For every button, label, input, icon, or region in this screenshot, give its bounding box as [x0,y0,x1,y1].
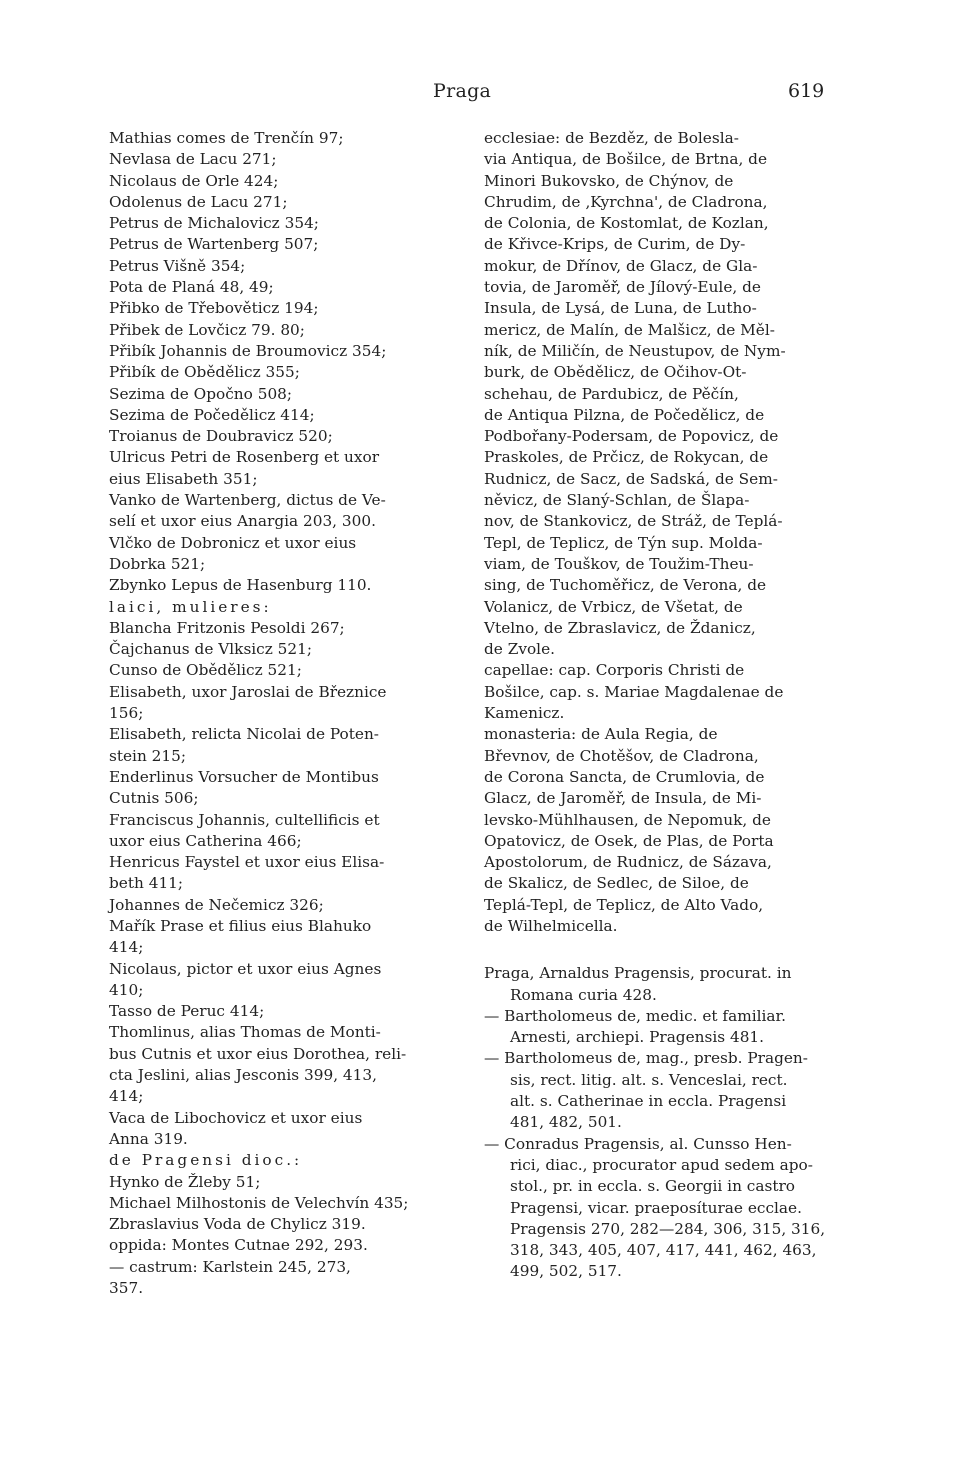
index-line: Anna 319. [109,1129,188,1148]
index-line: de Corona Sancta, de Crumlovia, de [484,767,765,786]
section-heading-pragensi-dioc: de Pragensi dioc.: [109,1151,303,1170]
index-line: sis, rect. litig. alt. s. Venceslai, rect. [510,1070,788,1089]
index-column-left [109,128,454,1299]
index-line: Insula, de Lysá, de Luna, de Lutho- [484,299,757,318]
index-line: Minori Bukovsko, de Chýnov, de [484,171,734,190]
index-line: 414; [109,1087,144,1106]
index-line: 414; [109,938,144,957]
index-line: Praga, Arnaldus Pragensis, procurat. in [484,964,792,983]
entry-spacer [484,937,829,963]
index-line: de Colonia, de Kostomlat, de Kozlan, [484,214,769,233]
index-line: tovia, de Jaroměř, de Jílový-Eule, de [484,278,761,297]
index-line: 318, 343, 405, 407, 417, 441, 462, 463, [510,1241,817,1260]
index-line: Pragensis 270, 282—284, 306, 315, 316, [510,1219,826,1238]
index-line: Troianus de Doubravicz 520; [109,427,333,446]
index-column-right [484,128,829,1283]
index-line: Franciscus Johannis, cultellificis et [109,810,380,829]
index-line: eius Elisabeth 351; [109,469,258,488]
index-line: 156; [109,704,144,723]
index-line: stol., pr. in eccla. s. Georgii in castro [510,1177,795,1196]
index-line: Zbraslavius Voda de Chylicz 319. [109,1215,366,1234]
index-line: uxor eius Catherina 466; [109,831,302,850]
index-line: mokur, de Dřínov, de Glacz, de Gla- [484,256,758,275]
index-line: — Conradus Pragensis, al. Cunsso Hen- [484,1134,792,1153]
running-head: Praga [433,80,492,102]
index-line: de Skalicz, de Sedlec, de Siloe, de [484,874,749,893]
index-line: nov, de Stankovicz, de Stráž, de Teplá- [484,512,783,531]
index-line: selí et uxor eius Anargia 203, 300. [109,512,376,531]
index-line: Volanicz, de Vrbicz, de Všetat, de [484,597,743,616]
index-line: Vanko de Wartenberg, dictus de Ve- [109,491,386,510]
index-line: Přibík Johannis de Broumovicz 354; [109,341,387,360]
index-line: Petrus Višně 354; [109,256,246,275]
index-line: Petrus de Wartenberg 507; [109,235,319,254]
index-line: Vaca de Libochovicz et uxor eius [109,1108,363,1127]
index-line: Čajchanus de Vlksicz 521; [109,640,313,659]
index-line: cta Jeslini, alias Jesconis 399, 413, [109,1066,377,1085]
index-line: monasteria: de Aula Regia, de [484,725,718,744]
page-number: 619 [788,80,825,102]
index-line: Břevnov, de Chotěšov, de Cladrona, [484,746,759,765]
index-line: Thomlinus, alias Thomas de Monti- [109,1023,381,1042]
index-line: Henricus Faystel et uxor eius Elisa- [109,853,385,872]
index-line: 499, 502, 517. [510,1262,622,1281]
index-line: mericz, de Malín, de Malšicz, de Měl- [484,320,775,339]
index-line: Praskoles, de Prčicz, de Rokycan, de [484,448,769,467]
index-line: Elisabeth, relicta Nicolai de Poten- [109,725,379,744]
index-line: Přibík de Obědělicz 355; [109,363,300,382]
index-line: Glacz, de Jaroměř, de Insula, de Mi- [484,789,762,808]
index-line: Cunso de Obědělicz 521; [109,661,302,680]
index-line: Sezima de Počedělicz 414; [109,405,315,424]
index-line: Vlčko de Dobronicz et uxor eius [109,533,357,552]
index-line: Pota de Planá 48, 49; [109,278,274,297]
index-line: Kamenicz. [484,704,565,723]
index-line: Ulricus Petri de Rosenberg et uxor [109,448,380,467]
index-line: Hynko de Žleby 51; [109,1172,261,1191]
index-line: 357. [109,1279,144,1298]
index-line: — castrum: Karlstein 245, 273, [109,1257,351,1276]
index-line: Pragensi, vicar. praeposíturae ecclae. [510,1198,802,1217]
index-line: Nevlasa de Lacu 271; [109,150,277,169]
index-line: de Zvole. [484,640,555,659]
index-line: Elisabeth, uxor Jaroslai de Březnice [109,682,387,701]
index-line: schehau, de Pardubicz, de Pěčín, [484,384,739,403]
index-line: de Wilhelmicella. [484,916,618,935]
index-line: de Antiqua Pilzna, de Počedělicz, de [484,405,765,424]
index-line: Enderlinus Vorsucher de Montibus [109,767,379,786]
index-line: Mathias comes de Trenčín 97; [109,129,344,147]
index-line: Dobrka 521; [109,554,206,573]
index-line: Rudnicz, de Sacz, de Sadská, de Sem- [484,469,778,488]
index-line: viam, de Touškov, de Toužim-Theu- [484,554,754,573]
index-line: oppida: Montes Cutnae 292, 293. [109,1236,368,1255]
index-line: 481, 482, 501. [510,1113,622,1132]
index-line: levsko-Mühlhausen, de Nepomuk, de [484,810,771,829]
index-line: Bošilce, cap. s. Mariae Magdalenae de [484,682,784,701]
index-line: Opatovicz, de Osek, de Plas, de Porta [484,831,774,850]
index-line: burk, de Obědělicz, de Očihov-Ot- [484,363,747,382]
index-line: Vtelno, de Zbraslavicz, de Ždanicz, [484,618,756,637]
index-line: ecclesiae: de Bezděz, de Bolesla- [484,129,739,147]
index-line: rici, diac., procurator apud sedem apo- [510,1155,813,1174]
index-line: Johannes de Nečemicz 326; [109,895,324,914]
section-heading-laici: laici, mulieres: [109,597,272,616]
index-line: Teplá-Tepl, de Teplicz, de Alto Vado, [484,895,764,914]
index-line: Sezima de Opočno 508; [109,384,293,403]
index-line: Nicolaus, pictor et uxor eius Agnes [109,959,382,978]
index-line: Petrus de Michalovicz 354; [109,214,319,233]
index-line: Blancha Fritzonis Pesoldi 267; [109,618,345,637]
index-line: Romana curia 428. [510,985,657,1004]
index-line: Tepl, de Teplicz, de Týn sup. Molda- [484,533,763,552]
index-line: Cutnis 506; [109,789,199,808]
index-line: alt. s. Catherinae in eccla. Pragensi [510,1092,787,1111]
index-line: bus Cutnis et uxor eius Dorothea, reli- [109,1044,407,1063]
index-line: Arnesti, archiepi. Pragensis 481. [510,1028,765,1047]
index-line: Nicolaus de Orle 424; [109,171,279,190]
index-line: — Bartholomeus de, medic. et familiar. [484,1006,787,1025]
index-line: něvicz, de Slaný-Schlan, de Šlapa- [484,491,750,510]
index-line: 410; [109,980,144,999]
index-line: Chrudim, de ‚Kyrchna', de Cladrona, [484,192,768,211]
index-line: Podbořany-Podersam, de Popovicz, de [484,427,779,446]
index-line: Michael Milhostonis de Velechvín 435; [109,1193,409,1212]
index-line: Zbynko Lepus de Hasenburg 110. [109,576,372,595]
index-line: stein 215; [109,746,187,765]
index-line: Mařík Prase et filius eius Blahuko [109,916,372,935]
index-line: de Křivce-Krips, de Curim, de Dy- [484,235,746,254]
index-line: ník, de Miličín, de Neustupov, de Nym- [484,341,786,360]
index-line: Přibek de Lovčicz 79. 80; [109,320,305,339]
index-line: beth 411; [109,874,184,893]
index-line: capellae: cap. Corporis Christi de [484,661,745,680]
index-line: — Bartholomeus de, mag., presb. Pragen- [484,1049,808,1068]
index-line: sing, de Tuchoměřicz, de Verona, de [484,576,767,595]
index-line: Tasso de Peruc 414; [109,1002,265,1021]
index-line: Apostolorum, de Rudnicz, de Sázava, [484,853,772,872]
index-line: via Antiqua, de Bošilce, de Brtna, de [484,150,768,169]
index-line: Odolenus de Lacu 271; [109,192,288,211]
index-line: Přibko de Třebověticz 194; [109,299,319,318]
